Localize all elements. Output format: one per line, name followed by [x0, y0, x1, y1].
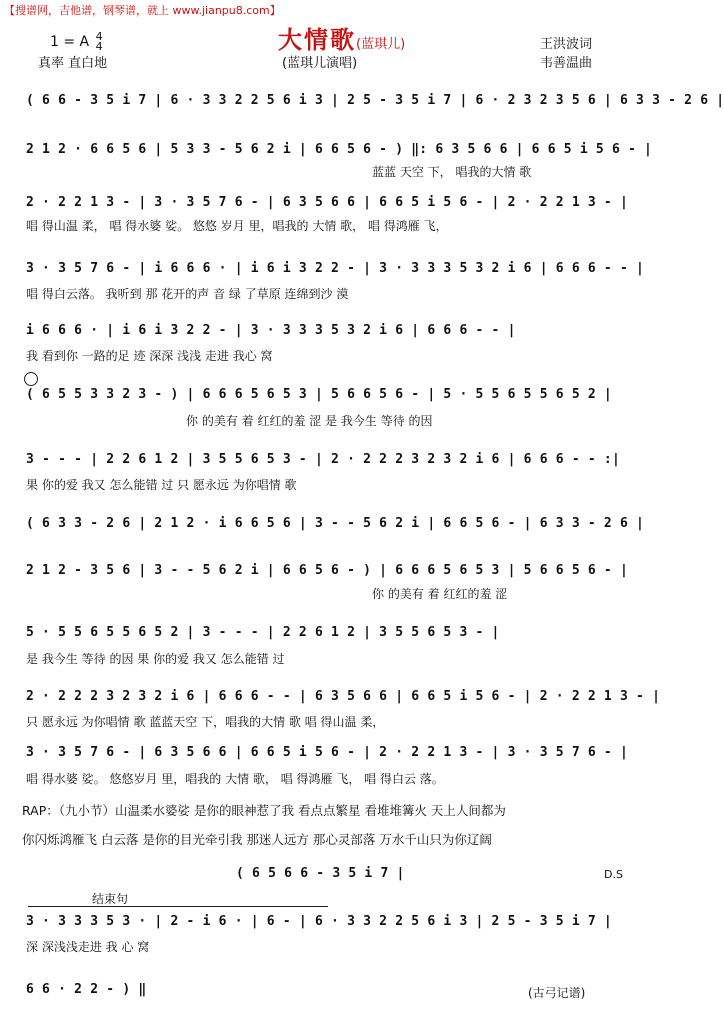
- transcriber-credit: (古弓记谱): [528, 986, 586, 1000]
- page-title: [278, 20, 405, 55]
- time-signature: [96, 32, 103, 52]
- rap-line-2: 你闪烁鸿雁飞 白云落 是你的目光牵引我 那迷人远方 那心灵部落 万水千山只为你辽阔: [22, 832, 492, 847]
- notation-line-4: 3 · 3 5 7 6 - | i 6 6 6 · | i 6 i 3 2 2 - | 3 · 3 3 3 5 3 2 i 6 | 6 6 6 - - |: [26, 261, 645, 276]
- composer: 韦善温曲: [540, 56, 593, 71]
- watermark: 【搜谱网，吉他谱，钢琴谱，就上 www.jianpu8.com】: [4, 4, 281, 17]
- notation-line-9: 2 1 2 - 3 5 6 | 3 - - 5 6 2 i | 6 6 5 6 - ) | 6 6 6 5 6 5 3 | 5 6 6 5 6 - |: [26, 563, 628, 578]
- lyric-line-12: 唱 得水婆 娑。 悠悠岁月 里，唱我的 大情 歌， 唱 得鸿雁 飞， 唱 得白云 落。: [26, 772, 444, 786]
- lyric-line-10: 是 我今生 等待 的因 果 你的爱 我又 怎么能错 过: [26, 652, 285, 666]
- notation-line-1: ( 6 6 - 3 5 i 7 | 6 · 3 3 2 2 5 6 i 3 | 2 5 - 3 5 i 7 | 6 · 2 3 2 3 5 6 | 6 3 3 - 2 6 |: [26, 93, 724, 108]
- key-signature: [50, 32, 103, 52]
- ending-notation-2: 6 6 · 2 2 - ) ‖: [26, 982, 147, 997]
- lyric-line-3: 唱 得山温 柔， 唱 得水婆 娑。 悠悠 岁月 里，唱我的 大情 歌， 唱 得鸿雁 飞，: [26, 219, 448, 233]
- lyric-line-7: 果 你的爱 我又 怎么能错 过 只 愿永远 为你唱情 歌: [26, 478, 297, 492]
- lyric-line-9: 你 的美有 着 红红的羞 涩: [372, 587, 508, 601]
- notation-line-2: 2 1 2 · 6 6 5 6 | 5 3 3 - 5 6 2 i | 6 6 5 6 - ) ‖: 6 3 5 6 6 | 6 6 5 i 5 6 - |: [26, 142, 653, 157]
- time-top: 4: [95, 30, 103, 43]
- notation-line-12: 3 · 3 5 7 6 - | 6 3 5 6 6 | 6 6 5 i 5 6 - | 2 · 2 2 1 3 - | 3 · 3 5 7 6 - |: [26, 745, 628, 760]
- notation-line-5: i 6 6 6 · | i 6 i 3 2 2 - | 3 · 3 3 3 5 3 2 i 6 | 6 6 6 - - |: [26, 323, 516, 338]
- title-main: 大情歌: [278, 26, 356, 54]
- notation-line-3: 2 · 2 2 1 3 - | 3 · 3 5 7 6 - | 6 3 5 6 6 | 6 6 5 i 5 6 - | 2 · 2 2 1 3 - |: [26, 195, 628, 210]
- ending-label: 结束句: [92, 892, 129, 906]
- time-bottom: 4: [95, 40, 103, 53]
- singer: (蓝琪儿演唱): [282, 56, 358, 71]
- key-label: 1 = A: [50, 34, 90, 50]
- ending-bracket: [28, 906, 328, 907]
- tempo-expression: 真率 直白地: [38, 56, 108, 71]
- ending-lyric-1: 深 深浅浅走进 我 心 窝: [26, 940, 150, 954]
- lyric-line-6: 你 的美有 着 红红的羞 涩 是 我今生 等待 的因: [186, 414, 433, 428]
- lyric-line-5: 我 看到你 一路的足 迹 深深 浅浅 走进 我心 窝: [26, 349, 273, 363]
- notation-line-7: 3 - - - | 2 2 6 1 2 | 3 5 5 6 5 3 - | 2 · 2 2 2 3 2 3 2 i 6 | 6 6 6 - - :|: [26, 452, 620, 467]
- notation-line-11: 2 · 2 2 2 3 2 3 2 i 6 | 6 6 6 - - | 6 3 5 6 6 | 6 6 5 i 5 6 - | 2 · 2 2 1 3 - |: [26, 689, 661, 704]
- title-note: (蓝琪儿): [356, 37, 406, 52]
- coda-sign-icon: [24, 372, 38, 386]
- rap-line-1: RAP：（九小节）山温柔水婆娑 是你的眼神惹了我 看点点繁星 看堆堆篝火 天上人间都为: [22, 803, 506, 818]
- ending-notation-1: 3 · 3 3 3 5 3 · | 2 - i 6 · | 6 - | 6 · 3 3 2 2 5 6 i 3 | 2 5 - 3 5 i 7 |: [26, 914, 612, 929]
- notation-line-10: 5 · 5 5 6 5 5 6 5 2 | 3 - - - | 2 2 6 1 2 | 3 5 5 6 5 3 - |: [26, 625, 500, 640]
- lyric-line-2: 蓝蓝 天空 下， 唱我的大情 歌: [372, 165, 532, 179]
- lyric-line-4: 唱 得白云落。 我听到 那 花开的声 音 绿 了草原 连绵到沙 漠: [26, 287, 349, 301]
- lyric-line-11: 只 愿永远 为你唱情 歌 蓝蓝天空 下，唱我的大情 歌 唱 得山温 柔，: [26, 715, 385, 729]
- dal-segno-mark: D.S: [604, 868, 623, 881]
- rap-tail-notation: ( 6 5 6 6 - 3 5 i 7 |: [236, 866, 405, 881]
- lyricist: 王洪波词: [540, 37, 593, 52]
- notation-line-8: ( 6 3 3 - 2 6 | 2 1 2 · i 6 6 5 6 | 3 - - 5 6 2 i | 6 6 5 6 - | 6 3 3 - 2 6 |: [26, 516, 645, 531]
- notation-line-6: ( 6 5 5 3 3 2 3 - ) | 6 6 6 5 6 5 3 | 5 6 6 5 6 - | 5 · 5 5 6 5 5 6 5 2 |: [26, 387, 612, 402]
